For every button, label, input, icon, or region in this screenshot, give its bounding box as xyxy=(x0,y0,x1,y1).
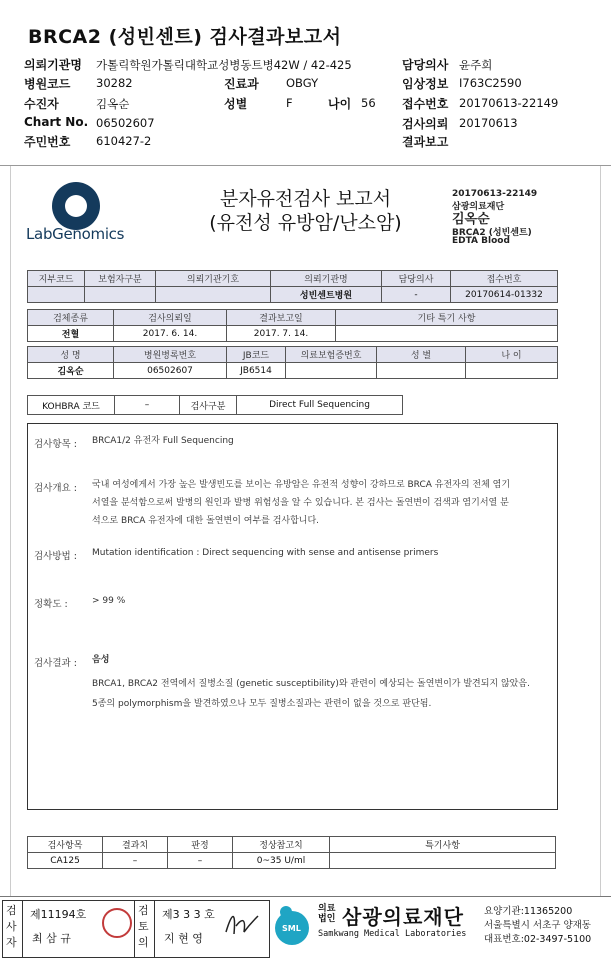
stamp-receipt: 20170613-22149 xyxy=(452,189,538,199)
reviewer-license: 제3 3 3 호 xyxy=(162,908,215,921)
doctor-label: 담당의사 xyxy=(402,58,449,72)
grid-head: 검사의뢰일 xyxy=(114,310,227,326)
examiner-seal-icon xyxy=(102,908,132,938)
ca125-cell: – xyxy=(103,853,168,869)
grid-head: 성 명 xyxy=(28,347,114,363)
footer-divider xyxy=(0,896,611,897)
result-report-label: 결과보고 xyxy=(402,135,449,149)
org-phone: 대표번호:02-3497-5100 xyxy=(484,934,592,945)
grid-cell xyxy=(85,287,156,303)
signature-divider xyxy=(22,900,23,958)
institution-label: 의뢰기관명 xyxy=(24,58,82,72)
examiner-name: 최 삼 규 xyxy=(32,932,71,945)
labgenomics-logo-text: LabGenomics xyxy=(26,225,125,243)
request-date-value: 20170613 xyxy=(459,116,518,130)
grid-head: 나 이 xyxy=(466,347,558,363)
grid-cell xyxy=(156,287,271,303)
org-address: 서울특별시 서초구 양재동 xyxy=(484,920,591,931)
accuracy-label: 정확도 : xyxy=(34,599,68,610)
grid-cell xyxy=(466,363,558,379)
ca125-head: 검사항목 xyxy=(28,837,103,853)
examiner-label: 검 사 자 xyxy=(6,904,17,949)
grid-head: 기타 특기 사항 xyxy=(336,310,558,326)
grid-cell xyxy=(286,363,377,379)
overview-label: 검사개요 : xyxy=(34,483,77,494)
stamp-name: 김옥순 xyxy=(452,212,490,227)
sex-label: 성별 xyxy=(224,97,248,111)
item-value: BRCA1/2 유전자 Full Sequencing xyxy=(92,436,234,446)
grid-head: JB코드 xyxy=(227,347,286,363)
grid-head: 의뢰기관기호 xyxy=(156,271,271,287)
age-label: 나이 xyxy=(328,97,352,111)
stamp-org: 삼광의료재단 xyxy=(452,202,505,212)
grid-head: 병원병록번호 xyxy=(114,347,227,363)
signature-divider xyxy=(134,900,135,958)
stamp-specimen: EDTA Blood xyxy=(452,236,510,246)
report-sub-title: (유전성 유방암/난소암) xyxy=(209,212,402,234)
method-value: Mutation identification : Direct sequencing with sense and antisense primers xyxy=(92,548,439,558)
patient-value: 김옥순 xyxy=(96,97,130,111)
institution-value: 가톨릭학원가톨릭대학교성병동트병42W / 42-425 xyxy=(96,58,352,72)
ca125-head: 결과치 xyxy=(103,837,168,853)
patient-label: 수진자 xyxy=(24,97,59,111)
grid-head: 성 별 xyxy=(377,347,466,363)
grid-cell xyxy=(28,287,85,303)
sex-value: F xyxy=(286,96,293,110)
hospital-code-label: 병원코드 xyxy=(24,77,71,91)
request-date-label: 검사의뢰 xyxy=(402,117,449,131)
stamp-test: BRCA2 (성빈센트) xyxy=(452,228,532,238)
grid-cell xyxy=(336,326,558,342)
grid-cell: 20170614-01332 xyxy=(451,287,558,303)
grid-cell: 06502607 xyxy=(114,363,227,379)
ca125-table xyxy=(27,836,556,869)
ca125-head: 판정 xyxy=(168,837,233,853)
accuracy-value: > 99 % xyxy=(92,596,126,606)
ca125-cell: – xyxy=(168,853,233,869)
header-divider xyxy=(0,165,611,166)
grid-cell: 김옥순 xyxy=(28,363,114,379)
page-edge-right xyxy=(600,166,601,896)
resident-no-value: 610427-2 xyxy=(96,134,152,148)
grid-head: 의뢰기관명 xyxy=(271,271,382,287)
grid-head: 보험자구분 xyxy=(85,271,156,287)
chart-no-value: 06502607 xyxy=(96,116,155,130)
care-number: 요양기관:11365200 xyxy=(484,906,573,917)
department-value: OBGY xyxy=(286,76,319,90)
grid-head: 검체종류 xyxy=(28,310,114,326)
grid-cell: 전혈 xyxy=(28,326,114,342)
report-main-title: 분자유전검사 보고서 xyxy=(219,188,392,210)
reviewer-signature-icon xyxy=(222,906,262,942)
age-value: 56 xyxy=(361,96,376,110)
kohbra-grid xyxy=(27,395,403,415)
grid-cell: 2017. 6. 14. xyxy=(114,326,227,342)
grid-head: 의료보험증번호 xyxy=(286,347,377,363)
grid-head: 접수번호 xyxy=(451,271,558,287)
grid-cell: 2017. 7. 14. xyxy=(227,326,336,342)
org-name: 삼광의료재단 xyxy=(342,905,464,929)
resident-no-label: 주민번호 xyxy=(24,135,71,149)
grid-head: 지부코드 xyxy=(28,271,85,287)
specimen-grid xyxy=(27,309,558,342)
result-line-1: BRCA1, BRCA2 전역에서 질병소질 (genetic susceptibility)와 관련이 예상되는 돌연변이가 발견되지 않았음. xyxy=(92,679,530,689)
reviewer-name: 지 현 영 xyxy=(164,932,203,945)
overview-line-2: 서열을 분석함으로써 발병의 원인과 발병 위험성을 알 수 있습니다. 본 검사는 돌연변이 검색과 염기서열 분 xyxy=(92,498,509,508)
org-english: Samkwang Medical Laboratories xyxy=(318,929,467,939)
ca125-cell: CA125 xyxy=(28,853,103,869)
signature-divider xyxy=(154,900,155,958)
receipt-no-value: 20170613-22149 xyxy=(459,96,559,110)
clinical-info-value: I763C2590 xyxy=(459,76,522,90)
result-label: 검사결과 : xyxy=(34,658,77,669)
test-type-value: Direct Full Sequencing xyxy=(237,396,403,415)
test-type-label: 검사구분 xyxy=(180,396,237,415)
grid-head: 결과보고일 xyxy=(227,310,336,326)
ca125-cell xyxy=(330,853,556,869)
org-type: 의료 법인 xyxy=(318,904,336,924)
item-label: 검사항목 : xyxy=(34,439,77,450)
examiner-license: 제11194호 xyxy=(30,908,87,921)
ca125-head: 특기사항 xyxy=(330,837,556,853)
kohbra-value: – xyxy=(115,396,180,415)
grid-cell: JB6514 xyxy=(227,363,286,379)
ca125-head: 정상참고치 xyxy=(233,837,330,853)
clinical-info-label: 임상정보 xyxy=(402,77,449,91)
page-edge-left xyxy=(10,166,11,896)
department-label: 진료과 xyxy=(224,77,259,91)
request-info-grid xyxy=(27,270,558,303)
sml-logo-text: SML xyxy=(282,924,301,933)
receipt-no-label: 접수번호 xyxy=(402,97,449,111)
grid-cell xyxy=(377,363,466,379)
result-value: 음성 xyxy=(92,655,110,665)
method-label: 검사방법 : xyxy=(34,551,77,562)
chart-no-label: Chart No. xyxy=(24,115,89,129)
hospital-code-value: 30282 xyxy=(96,76,133,90)
grid-head: 담당의사 xyxy=(382,271,451,287)
overview-line-1: 국내 여성에게서 가장 높은 발생빈도를 보이는 유방암은 유전적 성향이 강하므로 BRCA 유전자의 전체 염기 xyxy=(92,480,511,490)
grid-cell: - xyxy=(382,287,451,303)
result-line-2: 5종의 polymorphism을 발견하였으나 모두 질병소질과는 관련이 없을 것으로 판단됨. xyxy=(92,699,432,709)
patient-grid xyxy=(27,346,558,379)
doctor-value: 윤주희 xyxy=(459,58,493,72)
kohbra-label: KOHBRA 코드 xyxy=(28,396,115,415)
reviewer-label: 검 토 의 xyxy=(138,904,149,949)
overview-line-3: 석으로 BRCA 유전자에 대한 돌연변이 여부를 검사합니다. xyxy=(92,516,320,526)
report-title: BRCA2 (성빈센트) 검사결과보고서 xyxy=(28,26,342,48)
grid-cell: 성빈센트병원 xyxy=(271,287,382,303)
ca125-cell: 0~35 U/ml xyxy=(233,853,330,869)
